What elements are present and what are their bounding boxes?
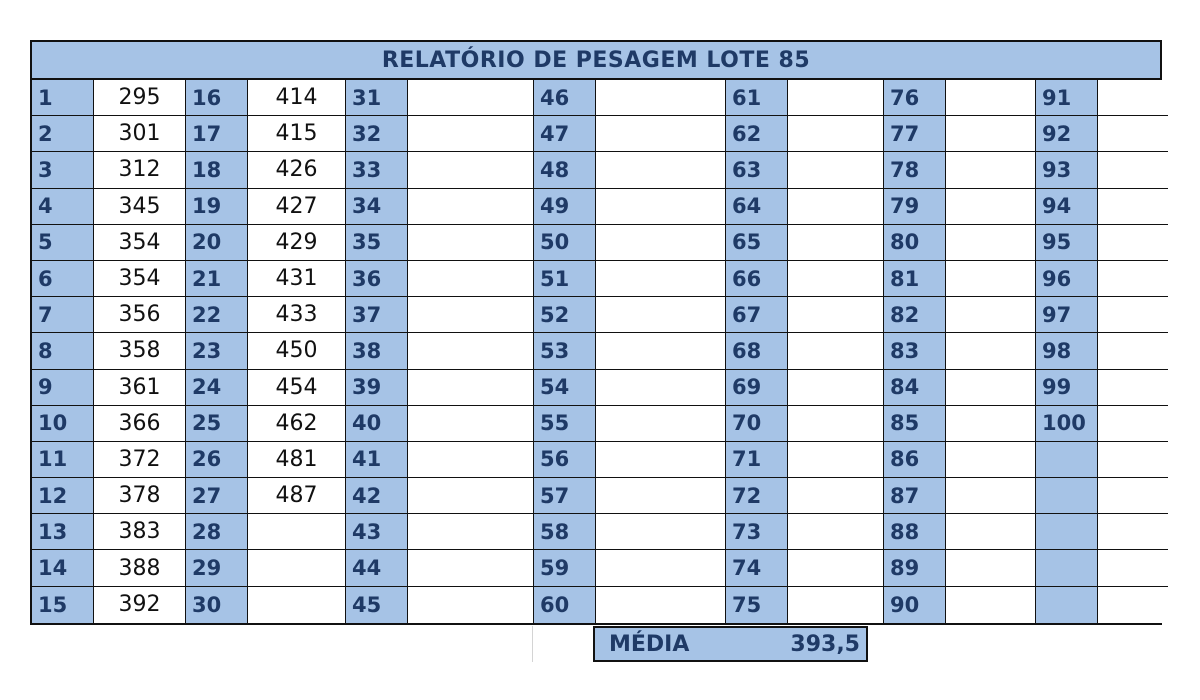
row-number-cell: 84 — [884, 370, 946, 406]
weight-cell: 429 — [248, 225, 346, 261]
row-number-cell: 11 — [32, 442, 94, 478]
weight-cell — [946, 80, 1036, 116]
weight-cell — [946, 514, 1036, 550]
row-number-cell: 22 — [186, 297, 248, 333]
row-number-cell: 37 — [346, 297, 408, 333]
row-number-cell: 24 — [186, 370, 248, 406]
weight-cell — [408, 442, 534, 478]
row-number-cell: 16 — [186, 80, 248, 116]
row-number-cell: 25 — [186, 406, 248, 442]
weight-cell: 295 — [94, 80, 186, 116]
row-number-cell: 30 — [186, 587, 248, 623]
weight-cell — [788, 297, 884, 333]
row-number-cell: 85 — [884, 406, 946, 442]
row-number-cell: 78 — [884, 152, 946, 188]
weight-cell — [408, 514, 534, 550]
weight-cell — [248, 550, 346, 586]
weight-cell — [788, 116, 884, 152]
weight-cell — [788, 587, 884, 623]
weight-cell — [408, 152, 534, 188]
weight-cell — [1098, 333, 1168, 369]
weight-cell: 312 — [94, 152, 186, 188]
weight-cell — [408, 370, 534, 406]
row-number-cell: 95 — [1036, 225, 1098, 261]
average-label: MÉDIA — [609, 631, 690, 657]
weight-cell — [788, 514, 884, 550]
row-number-cell: 86 — [884, 442, 946, 478]
weight-cell — [596, 297, 726, 333]
row-number-cell: 45 — [346, 587, 408, 623]
weight-cell — [408, 297, 534, 333]
row-number-cell: 88 — [884, 514, 946, 550]
report-title: RELATÓRIO DE PESAGEM LOTE 85 — [32, 42, 1160, 80]
row-number-cell: 79 — [884, 189, 946, 225]
row-number-cell: 72 — [726, 478, 788, 514]
row-number-cell: 87 — [884, 478, 946, 514]
row-number-cell: 9 — [32, 370, 94, 406]
row-number-cell: 76 — [884, 80, 946, 116]
weight-cell — [408, 333, 534, 369]
weight-cell: 454 — [248, 370, 346, 406]
row-number-cell: 27 — [186, 478, 248, 514]
row-number-cell: 93 — [1036, 152, 1098, 188]
weight-cell: 427 — [248, 189, 346, 225]
weight-cell — [408, 587, 534, 623]
weight-cell: 358 — [94, 333, 186, 369]
row-number-cell: 91 — [1036, 80, 1098, 116]
row-number-cell: 51 — [534, 261, 596, 297]
row-number-cell: 19 — [186, 189, 248, 225]
row-number-cell: 70 — [726, 406, 788, 442]
row-number-cell: 56 — [534, 442, 596, 478]
row-number-cell: 18 — [186, 152, 248, 188]
weight-cell — [788, 261, 884, 297]
weight-cell — [1098, 225, 1168, 261]
row-number-cell: 67 — [726, 297, 788, 333]
weight-cell — [408, 80, 534, 116]
weight-cell: 462 — [248, 406, 346, 442]
row-number-cell — [1036, 550, 1098, 586]
row-number-cell: 77 — [884, 116, 946, 152]
row-number-cell: 29 — [186, 550, 248, 586]
weight-cell: 356 — [94, 297, 186, 333]
row-number-cell: 8 — [32, 333, 94, 369]
row-number-cell: 53 — [534, 333, 596, 369]
row-number-cell: 75 — [726, 587, 788, 623]
weight-cell — [596, 225, 726, 261]
row-number-cell: 36 — [346, 261, 408, 297]
weighing-report-table — [30, 40, 1162, 625]
weight-cell — [1098, 478, 1168, 514]
weight-cell — [946, 152, 1036, 188]
row-number-cell: 6 — [32, 261, 94, 297]
weight-cell: 361 — [94, 370, 186, 406]
row-number-cell: 15 — [32, 587, 94, 623]
weight-cell — [1098, 261, 1168, 297]
row-number-cell: 2 — [32, 116, 94, 152]
row-number-cell: 100 — [1036, 406, 1098, 442]
row-number-cell: 38 — [346, 333, 408, 369]
weight-cell: 378 — [94, 478, 186, 514]
weight-cell — [946, 406, 1036, 442]
weight-cell — [946, 550, 1036, 586]
row-number-cell: 66 — [726, 261, 788, 297]
weight-cell — [596, 189, 726, 225]
row-number-cell: 52 — [534, 297, 596, 333]
row-number-cell: 13 — [32, 514, 94, 550]
weight-cell — [946, 478, 1036, 514]
row-number-cell: 61 — [726, 80, 788, 116]
row-number-cell: 57 — [534, 478, 596, 514]
weight-cell — [788, 550, 884, 586]
row-number-cell: 28 — [186, 514, 248, 550]
row-number-cell: 5 — [32, 225, 94, 261]
row-number-cell: 63 — [726, 152, 788, 188]
weight-cell — [596, 152, 726, 188]
weight-cell — [596, 261, 726, 297]
weight-cell — [596, 406, 726, 442]
weight-cell: 372 — [94, 442, 186, 478]
weight-cell — [1098, 80, 1168, 116]
row-number-cell: 47 — [534, 116, 596, 152]
weight-cell — [788, 406, 884, 442]
row-number-cell: 33 — [346, 152, 408, 188]
cell-divider — [532, 626, 533, 662]
weight-cell — [248, 514, 346, 550]
weight-cell: 388 — [94, 550, 186, 586]
weight-cell: 301 — [94, 116, 186, 152]
row-number-cell: 97 — [1036, 297, 1098, 333]
weight-cell — [1098, 189, 1168, 225]
row-number-cell — [1036, 442, 1098, 478]
weight-cell: 354 — [94, 225, 186, 261]
weight-cell: 487 — [248, 478, 346, 514]
weighing-grid — [32, 80, 1160, 623]
row-number-cell: 99 — [1036, 370, 1098, 406]
row-number-cell: 89 — [884, 550, 946, 586]
weight-cell — [788, 478, 884, 514]
weight-cell: 433 — [248, 297, 346, 333]
weight-cell: 450 — [248, 333, 346, 369]
weight-cell — [1098, 370, 1168, 406]
row-number-cell: 42 — [346, 478, 408, 514]
weight-cell — [946, 261, 1036, 297]
weight-cell — [408, 261, 534, 297]
weight-cell — [596, 587, 726, 623]
row-number-cell: 20 — [186, 225, 248, 261]
weight-cell — [1098, 297, 1168, 333]
weight-cell — [1098, 406, 1168, 442]
row-number-cell: 54 — [534, 370, 596, 406]
weight-cell — [1098, 550, 1168, 586]
weight-cell — [946, 116, 1036, 152]
weight-cell — [408, 478, 534, 514]
row-number-cell: 44 — [346, 550, 408, 586]
weight-cell — [788, 225, 884, 261]
weight-cell — [1098, 152, 1168, 188]
row-number-cell: 74 — [726, 550, 788, 586]
weight-cell — [946, 297, 1036, 333]
row-number-cell: 26 — [186, 442, 248, 478]
weight-cell — [408, 189, 534, 225]
row-number-cell: 4 — [32, 189, 94, 225]
row-number-cell: 71 — [726, 442, 788, 478]
row-number-cell — [1036, 478, 1098, 514]
weight-cell — [596, 116, 726, 152]
row-number-cell: 21 — [186, 261, 248, 297]
row-number-cell: 94 — [1036, 189, 1098, 225]
row-number-cell: 10 — [32, 406, 94, 442]
weight-cell — [788, 152, 884, 188]
weight-cell — [946, 442, 1036, 478]
row-number-cell: 31 — [346, 80, 408, 116]
weight-cell — [946, 587, 1036, 623]
weight-cell — [596, 370, 726, 406]
row-number-cell: 3 — [32, 152, 94, 188]
weight-cell — [596, 550, 726, 586]
row-number-cell: 35 — [346, 225, 408, 261]
weight-cell: 345 — [94, 189, 186, 225]
average-box — [593, 626, 868, 662]
weight-cell — [1098, 514, 1168, 550]
weight-cell — [596, 478, 726, 514]
weight-cell: 366 — [94, 406, 186, 442]
weight-cell — [946, 333, 1036, 369]
weight-cell — [1098, 116, 1168, 152]
row-number-cell — [1036, 514, 1098, 550]
row-number-cell: 92 — [1036, 116, 1098, 152]
weight-cell — [788, 442, 884, 478]
weight-cell — [408, 406, 534, 442]
row-number-cell: 73 — [726, 514, 788, 550]
row-number-cell: 50 — [534, 225, 596, 261]
row-number-cell: 59 — [534, 550, 596, 586]
weight-cell — [408, 225, 534, 261]
weight-cell — [596, 333, 726, 369]
weight-cell: 481 — [248, 442, 346, 478]
row-number-cell — [1036, 587, 1098, 623]
weight-cell — [788, 80, 884, 116]
weight-cell — [248, 587, 346, 623]
row-number-cell: 60 — [534, 587, 596, 623]
weight-cell — [1098, 442, 1168, 478]
row-number-cell: 14 — [32, 550, 94, 586]
row-number-cell: 23 — [186, 333, 248, 369]
weight-cell: 383 — [94, 514, 186, 550]
row-number-cell: 43 — [346, 514, 408, 550]
row-number-cell: 68 — [726, 333, 788, 369]
row-number-cell: 65 — [726, 225, 788, 261]
weight-cell — [408, 550, 534, 586]
row-number-cell: 48 — [534, 152, 596, 188]
row-number-cell: 82 — [884, 297, 946, 333]
row-number-cell: 80 — [884, 225, 946, 261]
weight-cell — [408, 116, 534, 152]
row-number-cell: 12 — [32, 478, 94, 514]
row-number-cell: 58 — [534, 514, 596, 550]
weight-cell — [788, 370, 884, 406]
row-number-cell: 1 — [32, 80, 94, 116]
row-number-cell: 64 — [726, 189, 788, 225]
row-number-cell: 17 — [186, 116, 248, 152]
weight-cell — [1098, 587, 1168, 623]
weight-cell — [788, 333, 884, 369]
weight-cell — [788, 189, 884, 225]
row-number-cell: 62 — [726, 116, 788, 152]
weight-cell — [946, 225, 1036, 261]
average-value: 393,5 — [790, 631, 860, 657]
row-number-cell: 40 — [346, 406, 408, 442]
row-number-cell: 7 — [32, 297, 94, 333]
row-number-cell: 96 — [1036, 261, 1098, 297]
weight-cell — [946, 370, 1036, 406]
row-number-cell: 55 — [534, 406, 596, 442]
weight-cell: 415 — [248, 116, 346, 152]
row-number-cell: 83 — [884, 333, 946, 369]
row-number-cell: 34 — [346, 189, 408, 225]
weight-cell — [596, 80, 726, 116]
row-number-cell: 39 — [346, 370, 408, 406]
row-number-cell: 90 — [884, 587, 946, 623]
row-number-cell: 98 — [1036, 333, 1098, 369]
row-number-cell: 41 — [346, 442, 408, 478]
weight-cell: 431 — [248, 261, 346, 297]
weight-cell: 414 — [248, 80, 346, 116]
row-number-cell: 69 — [726, 370, 788, 406]
weight-cell — [946, 189, 1036, 225]
row-number-cell: 46 — [534, 80, 596, 116]
weight-cell: 354 — [94, 261, 186, 297]
weight-cell: 426 — [248, 152, 346, 188]
weight-cell — [596, 514, 726, 550]
row-number-cell: 49 — [534, 189, 596, 225]
weight-cell — [596, 442, 726, 478]
row-number-cell: 32 — [346, 116, 408, 152]
weight-cell: 392 — [94, 587, 186, 623]
row-number-cell: 81 — [884, 261, 946, 297]
